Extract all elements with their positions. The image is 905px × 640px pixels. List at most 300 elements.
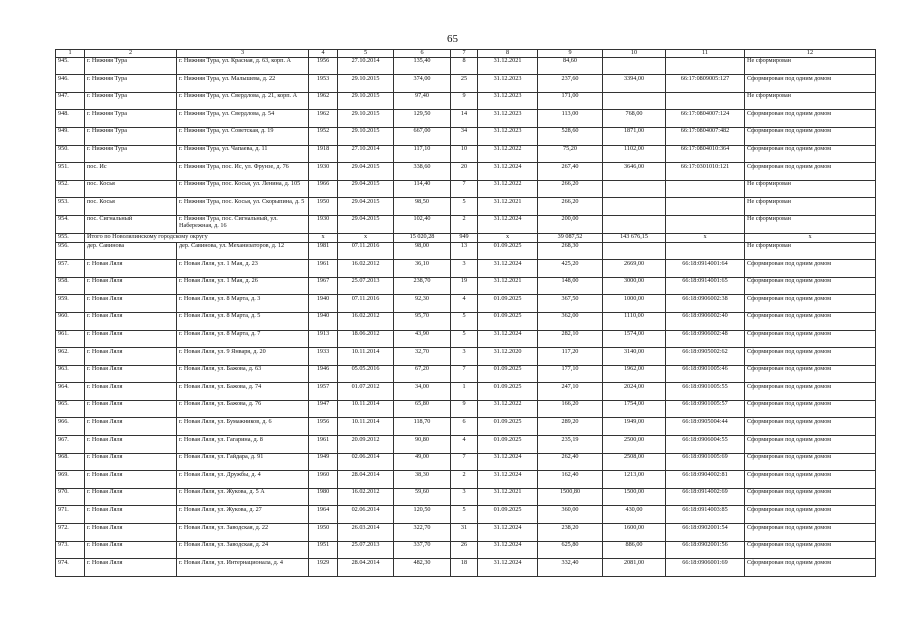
address-cell: г. Новая Ляля, ул. Жукова, д. 5 А xyxy=(177,488,309,506)
residents-count-cell: 13 xyxy=(451,242,478,260)
land-cost-cell xyxy=(603,180,666,198)
land-status-cell: Сформирован под одним домом xyxy=(745,348,876,366)
locality-cell: г. Нижняя Тура xyxy=(85,145,177,163)
table-row xyxy=(56,127,876,145)
resettlement-deadline-cell: 31.12.2024 xyxy=(478,471,538,489)
row-number-cell: 946. xyxy=(56,75,85,93)
cadastral-number-cell xyxy=(666,92,745,110)
residents-count-cell: 34 xyxy=(451,127,478,145)
resettlement-deadline-cell: 31.12.2023 xyxy=(478,92,538,110)
area-to-resettle-cell: 166,20 xyxy=(538,400,603,418)
area-to-resettle-cell: 266,20 xyxy=(538,180,603,198)
residents-count-cell: 5 xyxy=(451,198,478,216)
year-built-cell: 1962 xyxy=(309,92,338,110)
year-built-cell: 1967 xyxy=(309,277,338,295)
cadastral-number-cell: 66:18:0901005:55 xyxy=(666,383,745,401)
table-row xyxy=(56,242,876,260)
residents-count-cell: 31 xyxy=(451,524,478,542)
recognition-date-cell: 29.04.2015 xyxy=(338,198,394,216)
land-cost-cell: 886,00 xyxy=(603,541,666,559)
land-status-cell: Сформирован под одним домом xyxy=(745,559,876,577)
address-cell: г. Новая Ляля, ул. 8 Марта, д. 7 xyxy=(177,330,309,348)
address-cell: г. Новая Ляля, ул. Гайдара, д. 91 xyxy=(177,453,309,471)
area-to-resettle-cell: 148,00 xyxy=(538,277,603,295)
total-area-cell: 95,70 xyxy=(394,312,451,330)
total-area-cell: 338,60 xyxy=(394,163,451,181)
area-to-resettle-cell: 235,19 xyxy=(538,436,603,454)
year-built-cell: 1957 xyxy=(309,383,338,401)
column-number-row xyxy=(56,50,876,58)
page-number: 65 xyxy=(447,33,458,45)
land-status-cell: Сформирован под одним домом xyxy=(745,163,876,181)
row-number-cell: 955. xyxy=(56,233,85,242)
land-status-cell: Сформирован под одним домом xyxy=(745,506,876,524)
residents-count-cell: 18 xyxy=(451,559,478,577)
land-status-cell: Не сформирован xyxy=(745,180,876,198)
locality-cell: г. Новая Ляля xyxy=(85,312,177,330)
table-row xyxy=(56,436,876,454)
locality-cell: г. Нижняя Тура xyxy=(85,127,177,145)
residents-count-cell: 5 xyxy=(451,312,478,330)
area-to-resettle-cell: 625,80 xyxy=(538,541,603,559)
row-number-cell: 951. xyxy=(56,163,85,181)
area-to-resettle-cell: 360,00 xyxy=(538,506,603,524)
area-to-resettle-cell: 237,60 xyxy=(538,75,603,93)
land-status-cell: Сформирован под одним домом xyxy=(745,400,876,418)
address-cell: г. Нижняя Тура, пос. Сигнальный, ул. Набережная, д. 16 xyxy=(177,215,309,233)
resettlement-deadline-cell: 01.09.2025 xyxy=(478,365,538,383)
cadastral-number-cell: 66:18:0906002:38 xyxy=(666,295,745,313)
land-cost-cell: 2081,00 xyxy=(603,559,666,577)
locality-cell: пос. Ис xyxy=(85,163,177,181)
total-area-cell: 15 020,28 xyxy=(394,233,451,242)
locality-cell: г. Нижняя Тура xyxy=(85,92,177,110)
recognition-date-cell: 29.10.2015 xyxy=(338,92,394,110)
column-number: 10 xyxy=(603,50,666,58)
land-status-cell: Сформирован под одним домом xyxy=(745,524,876,542)
land-cost-cell: 1600,00 xyxy=(603,524,666,542)
land-cost-cell: 1871,00 xyxy=(603,127,666,145)
year-built-cell: 1950 xyxy=(309,524,338,542)
table-row xyxy=(56,198,876,216)
year-built-cell: 1930 xyxy=(309,215,338,233)
year-built-cell: 1966 xyxy=(309,180,338,198)
area-to-resettle-cell: 267,40 xyxy=(538,163,603,181)
table-row xyxy=(56,488,876,506)
recognition-date-cell: 25.07.2013 xyxy=(338,277,394,295)
locality-cell: г. Новая Ляля xyxy=(85,365,177,383)
total-area-cell: 118,70 xyxy=(394,418,451,436)
year-built-cell: 1981 xyxy=(309,242,338,260)
residents-count-cell: 20 xyxy=(451,163,478,181)
total-area-cell: 90,80 xyxy=(394,436,451,454)
year-built-cell: 1947 xyxy=(309,400,338,418)
cadastral-number-cell: 66:18:0914003:85 xyxy=(666,506,745,524)
year-built-cell: 1946 xyxy=(309,365,338,383)
cadastral-number-cell: 66:18:0905004:44 xyxy=(666,418,745,436)
address-cell: г. Новая Ляля, ул. Бумажников, д. 6 xyxy=(177,418,309,436)
locality-cell: пос. Косья xyxy=(85,180,177,198)
resettlement-deadline-cell: 01.09.2025 xyxy=(478,506,538,524)
column-number: 9 xyxy=(538,50,603,58)
cadastral-number-cell xyxy=(666,215,745,233)
year-built-cell: 1980 xyxy=(309,488,338,506)
total-area-cell: 117,10 xyxy=(394,145,451,163)
address-cell: г. Новая Ляля, ул. 9 Января, д. 20 xyxy=(177,348,309,366)
row-number-cell: 958. xyxy=(56,277,85,295)
year-built-cell: 1950 xyxy=(309,198,338,216)
residents-count-cell: 6 xyxy=(451,418,478,436)
address-cell: г. Новая Ляля, ул. 8 Марта, д. 5 xyxy=(177,312,309,330)
residents-count-cell: 949 xyxy=(451,233,478,242)
locality-cell: г. Новая Ляля xyxy=(85,277,177,295)
cadastral-number-cell: 66:17:0809005:127 xyxy=(666,75,745,93)
recognition-date-cell: 10.11.2014 xyxy=(338,418,394,436)
land-cost-cell: 2024,00 xyxy=(603,383,666,401)
row-number-cell: 953. xyxy=(56,198,85,216)
recognition-date-cell: 28.04.2014 xyxy=(338,471,394,489)
land-status-cell: Не сформирован xyxy=(745,198,876,216)
recognition-date-cell: 29.10.2015 xyxy=(338,127,394,145)
address-cell: г. Новая Ляля, ул. Жукова, д. 27 xyxy=(177,506,309,524)
locality-cell: пос. Косья xyxy=(85,198,177,216)
address-cell: г. Нижняя Тура, ул. Свердлова, д. 21, корп. А xyxy=(177,92,309,110)
resettlement-deadline-cell: 31.12.2023 xyxy=(478,110,538,128)
table-row xyxy=(56,163,876,181)
table-row xyxy=(56,400,876,418)
recognition-date-cell: 28.04.2014 xyxy=(338,559,394,577)
residents-count-cell: 10 xyxy=(451,145,478,163)
row-number-cell: 970. xyxy=(56,488,85,506)
resettlement-deadline-cell: 31.12.2021 xyxy=(478,198,538,216)
land-cost-cell xyxy=(603,215,666,233)
locality-cell: г. Новая Ляля xyxy=(85,488,177,506)
land-cost-cell: 1102,00 xyxy=(603,145,666,163)
total-area-cell: 102,40 xyxy=(394,215,451,233)
land-status-cell: Не сформирован xyxy=(745,242,876,260)
total-area-cell: 65,80 xyxy=(394,400,451,418)
address-cell: г. Нижняя Тура, ул. Малышева, д. 22 xyxy=(177,75,309,93)
land-status-cell: Сформирован под одним домом xyxy=(745,312,876,330)
locality-cell: г. Новая Ляля xyxy=(85,559,177,577)
land-cost-cell: 143 676,15 xyxy=(603,233,666,242)
area-to-resettle-cell: 177,10 xyxy=(538,365,603,383)
address-cell: г. Нижняя Тура, ул. Красная, д. 63, корп. А xyxy=(177,57,309,75)
locality-cell: г. Новая Ляля xyxy=(85,436,177,454)
row-number-cell: 959. xyxy=(56,295,85,313)
cadastral-number-cell: 66:18:0906002:48 xyxy=(666,330,745,348)
locality-cell: г. Новая Ляля xyxy=(85,260,177,278)
land-cost-cell: 768,00 xyxy=(603,110,666,128)
table-row xyxy=(56,110,876,128)
recognition-date-cell: 27.10.2014 xyxy=(338,145,394,163)
address-cell: г. Новая Ляля, ул. 1 Мая, д. 23 xyxy=(177,260,309,278)
address-cell: дер. Савинова, ул. Механизаторов, д. 12 xyxy=(177,242,309,260)
recognition-date-cell: 18.06.2012 xyxy=(338,330,394,348)
land-cost-cell xyxy=(603,242,666,260)
resettlement-deadline-cell: 31.12.2024 xyxy=(478,163,538,181)
total-area-cell: 120,50 xyxy=(394,506,451,524)
area-to-resettle-cell: 117,20 xyxy=(538,348,603,366)
year-built-cell: 1964 xyxy=(309,506,338,524)
resettlement-deadline-cell: х xyxy=(478,233,538,242)
locality-cell: г. Новая Ляля xyxy=(85,471,177,489)
cadastral-number-cell: 66:17:0301010:121 xyxy=(666,163,745,181)
total-area-cell: 98,00 xyxy=(394,242,451,260)
land-status-cell: Не сформирован xyxy=(745,57,876,75)
total-area-cell: 337,70 xyxy=(394,541,451,559)
land-status-cell: Не сформирован xyxy=(745,215,876,233)
land-cost-cell: 2669,00 xyxy=(603,260,666,278)
year-built-cell: 1956 xyxy=(309,418,338,436)
resettlement-deadline-cell: 31.12.2024 xyxy=(478,559,538,577)
area-to-resettle-cell: 113,00 xyxy=(538,110,603,128)
column-number: 5 xyxy=(338,50,394,58)
locality-cell: г. Новая Ляля xyxy=(85,418,177,436)
residents-count-cell: 9 xyxy=(451,92,478,110)
year-built-cell: 1960 xyxy=(309,471,338,489)
resettlement-deadline-cell: 01.09.2025 xyxy=(478,436,538,454)
land-status-cell: Сформирован под одним домом xyxy=(745,277,876,295)
resettlement-deadline-cell: 31.12.2022 xyxy=(478,145,538,163)
recognition-date-cell: 25.07.2013 xyxy=(338,541,394,559)
cadastral-number-cell: 66:18:0906001:69 xyxy=(666,559,745,577)
row-number-cell: 954. xyxy=(56,215,85,233)
resettlement-deadline-cell: 01.09.2025 xyxy=(478,295,538,313)
row-number-cell: 968. xyxy=(56,453,85,471)
year-built-cell: 1918 xyxy=(309,145,338,163)
row-number-cell: 964. xyxy=(56,383,85,401)
residents-count-cell: 5 xyxy=(451,506,478,524)
table-row xyxy=(56,180,876,198)
table-row xyxy=(56,57,876,75)
recognition-date-cell: 29.10.2015 xyxy=(338,110,394,128)
land-cost-cell: 3140,00 xyxy=(603,348,666,366)
area-to-resettle-cell: 528,60 xyxy=(538,127,603,145)
area-to-resettle-cell: 262,40 xyxy=(538,453,603,471)
locality-cell: пос. Сигнальный xyxy=(85,215,177,233)
total-area-cell: 32,70 xyxy=(394,348,451,366)
resettlement-deadline-cell: 31.12.2024 xyxy=(478,330,538,348)
resettlement-deadline-cell: 31.12.2023 xyxy=(478,75,538,93)
recognition-date-cell: 29.04.2015 xyxy=(338,180,394,198)
land-cost-cell: 1110,00 xyxy=(603,312,666,330)
resettlement-deadline-cell: 31.12.2022 xyxy=(478,180,538,198)
land-cost-cell: 2500,00 xyxy=(603,436,666,454)
row-number-cell: 950. xyxy=(56,145,85,163)
row-number-cell: 969. xyxy=(56,471,85,489)
locality-cell: г. Нижняя Тура xyxy=(85,75,177,93)
recognition-date-cell: 10.11.2014 xyxy=(338,348,394,366)
address-cell: г. Нижняя Тура, ул. Свердлова, д. 54 xyxy=(177,110,309,128)
table-row xyxy=(56,145,876,163)
residents-count-cell: 25 xyxy=(451,75,478,93)
land-status-cell: Сформирован под одним домом xyxy=(745,418,876,436)
resettlement-deadline-cell: 01.09.2025 xyxy=(478,312,538,330)
recognition-date-cell: 26.03.2014 xyxy=(338,524,394,542)
land-status-cell: Сформирован под одним домом xyxy=(745,541,876,559)
table-row xyxy=(56,383,876,401)
cadastral-number-cell: 66:18:0901005:46 xyxy=(666,365,745,383)
address-cell: г. Новая Ляля, ул. Заводская, д. 22 xyxy=(177,524,309,542)
address-cell: г. Новая Ляля, ул. 8 Марта, д. 3 xyxy=(177,295,309,313)
recognition-date-cell: 05.05.2016 xyxy=(338,365,394,383)
total-area-cell: 374,00 xyxy=(394,75,451,93)
cadastral-number-cell xyxy=(666,57,745,75)
year-built-cell: 1962 xyxy=(309,110,338,128)
row-number-cell: 952. xyxy=(56,180,85,198)
residents-count-cell: 7 xyxy=(451,180,478,198)
year-built-cell: 1961 xyxy=(309,436,338,454)
resettlement-deadline-cell: 31.12.2024 xyxy=(478,541,538,559)
row-number-cell: 956. xyxy=(56,242,85,260)
resettlement-deadline-cell: 31.12.2024 xyxy=(478,215,538,233)
area-to-resettle-cell: 266,20 xyxy=(538,198,603,216)
land-cost-cell: 3646,00 xyxy=(603,163,666,181)
total-area-cell: 59,60 xyxy=(394,488,451,506)
area-to-resettle-cell: 171,00 xyxy=(538,92,603,110)
year-built-cell: 1930 xyxy=(309,163,338,181)
table-row xyxy=(56,312,876,330)
address-cell: г. Новая Ляля, ул. Бажова, д. 63 xyxy=(177,365,309,383)
residents-count-cell: 3 xyxy=(451,488,478,506)
resettlement-deadline-cell: 31.12.2021 xyxy=(478,57,538,75)
year-built-cell: 1929 xyxy=(309,559,338,577)
residents-count-cell: 1 xyxy=(451,383,478,401)
cadastral-number-cell: 66:18:0902001:56 xyxy=(666,541,745,559)
locality-cell: г. Новая Ляля xyxy=(85,541,177,559)
residents-count-cell: 2 xyxy=(451,215,478,233)
area-to-resettle-cell: 162,40 xyxy=(538,471,603,489)
land-status-cell: х xyxy=(745,233,876,242)
recognition-date-cell: 16.02.2012 xyxy=(338,488,394,506)
total-area-cell: 36,10 xyxy=(394,260,451,278)
land-status-cell: Сформирован под одним домом xyxy=(745,365,876,383)
address-cell: г. Нижняя Тура, пос. Косья, ул. Скорыпина, д. 5 xyxy=(177,198,309,216)
cadastral-number-cell: 66:18:0906002:40 xyxy=(666,312,745,330)
area-to-resettle-cell: 84,60 xyxy=(538,57,603,75)
land-status-cell: Сформирован под одним домом xyxy=(745,260,876,278)
resettlement-deadline-cell: 31.12.2022 xyxy=(478,400,538,418)
total-area-cell: 482,30 xyxy=(394,559,451,577)
resettlement-deadline-cell: 01.09.2025 xyxy=(478,383,538,401)
address-cell: г. Новая Ляля, ул. Дружбы, д. 4 xyxy=(177,471,309,489)
table-row xyxy=(56,506,876,524)
locality-cell: г. Нижняя Тура xyxy=(85,110,177,128)
total-area-cell: 67,20 xyxy=(394,365,451,383)
land-status-cell: Сформирован под одним домом xyxy=(745,383,876,401)
address-cell: г. Новая Ляля, ул. 1 Мая, д. 26 xyxy=(177,277,309,295)
land-cost-cell: 1213,00 xyxy=(603,471,666,489)
row-number-cell: 961. xyxy=(56,330,85,348)
total-area-cell: 238,70 xyxy=(394,277,451,295)
table-row xyxy=(56,295,876,313)
total-area-cell: 135,40 xyxy=(394,57,451,75)
land-status-cell: Сформирован под одним домом xyxy=(745,471,876,489)
column-number: 8 xyxy=(478,50,538,58)
row-number-cell: 963. xyxy=(56,365,85,383)
land-cost-cell xyxy=(603,198,666,216)
housing-register-table xyxy=(55,49,876,577)
land-cost-cell: 1574,00 xyxy=(603,330,666,348)
land-status-cell: Не сформирован xyxy=(745,92,876,110)
land-status-cell: Сформирован под одним домом xyxy=(745,75,876,93)
table-row xyxy=(56,365,876,383)
row-number-cell: 972. xyxy=(56,524,85,542)
recognition-date-cell: 10.11.2014 xyxy=(338,400,394,418)
table-row xyxy=(56,541,876,559)
total-area-cell: 129,50 xyxy=(394,110,451,128)
address-cell: г. Нижняя Тура, ул. Советская, д. 19 xyxy=(177,127,309,145)
row-number-cell: 947. xyxy=(56,92,85,110)
address-cell: г. Новая Ляля, ул. Интернационала, д. 4 xyxy=(177,559,309,577)
residents-count-cell: 4 xyxy=(451,436,478,454)
table-row xyxy=(56,330,876,348)
table-row xyxy=(56,260,876,278)
land-cost-cell: 1962,00 xyxy=(603,365,666,383)
total-area-cell: 43,90 xyxy=(394,330,451,348)
address-cell: г. Нижняя Тура, пос. Ис, ул. Фрунзе, д. 76 xyxy=(177,163,309,181)
residents-count-cell: 26 xyxy=(451,541,478,559)
row-number-cell: 945. xyxy=(56,57,85,75)
address-cell: г. Новая Ляля, ул. Бажова, д. 74 xyxy=(177,383,309,401)
area-to-resettle-cell: 425,20 xyxy=(538,260,603,278)
resettlement-deadline-cell: 31.12.2024 xyxy=(478,524,538,542)
locality-cell: г. Новая Ляля xyxy=(85,330,177,348)
land-cost-cell: 1000,00 xyxy=(603,295,666,313)
resettlement-deadline-cell: 01.09.2025 xyxy=(478,418,538,436)
year-built-cell: 1933 xyxy=(309,348,338,366)
column-number: 11 xyxy=(666,50,745,58)
column-number: 12 xyxy=(745,50,876,58)
row-number-cell: 960. xyxy=(56,312,85,330)
table-row xyxy=(56,418,876,436)
year-built-cell: 1953 xyxy=(309,75,338,93)
resettlement-deadline-cell: 31.12.2024 xyxy=(478,260,538,278)
column-number: 6 xyxy=(394,50,451,58)
row-number-cell: 973. xyxy=(56,541,85,559)
land-status-cell: Сформирован под одним домом xyxy=(745,145,876,163)
address-cell: г. Новая Ляля, ул. Гагарина, д. 8 xyxy=(177,436,309,454)
row-number-cell: 974. xyxy=(56,559,85,577)
locality-cell: г. Новая Ляля xyxy=(85,295,177,313)
land-cost-cell: 3394,00 xyxy=(603,75,666,93)
recognition-date-cell: 27.10.2014 xyxy=(338,57,394,75)
residents-count-cell: 14 xyxy=(451,110,478,128)
locality-cell: г. Новая Ляля xyxy=(85,506,177,524)
locality-cell: г. Новая Ляля xyxy=(85,453,177,471)
land-cost-cell xyxy=(603,92,666,110)
cadastral-number-cell: 66:17:0804007:124 xyxy=(666,110,745,128)
recognition-date-cell: 29.04.2015 xyxy=(338,215,394,233)
land-status-cell: Сформирован под одним домом xyxy=(745,330,876,348)
cadastral-number-cell: 66:18:0914001:65 xyxy=(666,277,745,295)
land-status-cell: Сформирован под одним домом xyxy=(745,295,876,313)
residents-count-cell: 7 xyxy=(451,453,478,471)
land-status-cell: Сформирован под одним домом xyxy=(745,127,876,145)
land-status-cell: Сформирован под одним домом xyxy=(745,488,876,506)
total-area-cell: 34,00 xyxy=(394,383,451,401)
table-row xyxy=(56,215,876,233)
table-row xyxy=(56,471,876,489)
area-to-resettle-cell: 362,00 xyxy=(538,312,603,330)
total-area-cell: 667,00 xyxy=(394,127,451,145)
locality-cell: г. Новая Ляля xyxy=(85,348,177,366)
land-cost-cell xyxy=(603,57,666,75)
total-area-cell: 97,40 xyxy=(394,92,451,110)
row-number-cell: 966. xyxy=(56,418,85,436)
year-built-cell: 1952 xyxy=(309,127,338,145)
